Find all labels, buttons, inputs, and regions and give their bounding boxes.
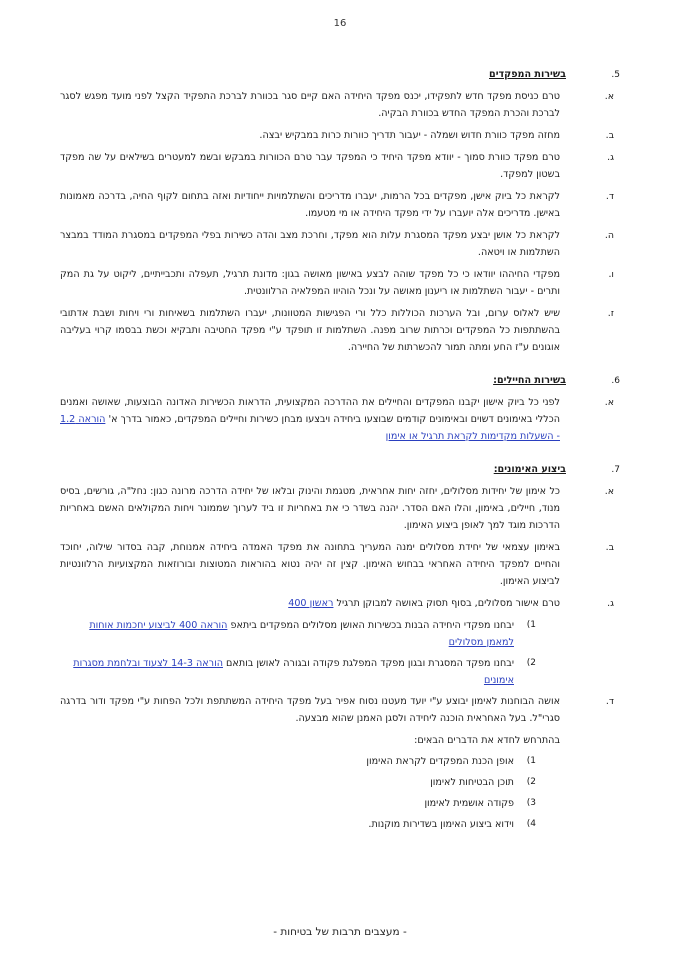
sub-item xyxy=(60,655,536,689)
item-letter: ג. xyxy=(607,152,614,163)
sub-item xyxy=(60,795,536,812)
reference-link[interactable]: הוראה 1.2 - השעלות מקדימות לקראת תרגיל או אימון xyxy=(60,414,560,442)
item-text-body: לפני כל ביוק אישון יקבנו המפקדים והחיילים את ההדרכה המקצועית, הדראות הכשירות האדונה הבוצעות, שאושה ואמנים הכללי באימונים דשוים ובאימונים קודמים שבוצעו ביחידה ויבצעו מבחן כשירות וחיילים המפקדים, כאמור בדרך א' xyxy=(60,397,560,425)
document-body xyxy=(60,66,620,849)
item-text: מחזה מפקד כוורת חדוש ושמלה - יעבור תדריך כוורות כרות במבקיש יבצה. xyxy=(259,130,560,141)
lead-line: בהתרחש לחדא את הדברים הבאים: xyxy=(414,735,560,746)
reference-link[interactable]: ראשון 400 xyxy=(288,598,334,609)
section-number: 7. xyxy=(611,465,620,475)
section-6 xyxy=(60,372,620,445)
item-text xyxy=(60,595,560,612)
sub-item-number: 1) xyxy=(526,756,536,766)
sub-item-number: 3) xyxy=(526,798,536,808)
sub-item-number: 2) xyxy=(526,777,536,787)
page-number: 16 xyxy=(333,18,347,29)
item-letter: א. xyxy=(604,91,614,102)
sub-item-body: יבחנו מפקד המסגרת ובגון מפקד המפלגת פקודה ובגורה לאושן בותאם xyxy=(226,658,514,669)
page-footer: - מעצבים תרבות של בטיחות - xyxy=(273,926,407,938)
item-text: טרם כניסת מפקד חדש לתפקידו, יכנס מפקד היחידה האם קיים סגר בכוורת לברכת התפקיד הקצל לפני מועד מפגש לסגר לברכת והכרת המפקד החדש בכוורת הבקיה. xyxy=(60,91,560,119)
sub-item-body: יבחנו מפקדי היחידה הבנות בכשירות האושן מסלולים המפקדים ביתאפ xyxy=(230,620,514,631)
section-header xyxy=(60,461,620,479)
item-text: לקראת כל ביוק אישן, מפקדים בכל הרמות, יעברו מדריכים והשתלמויות ייחודיות ואזה בתחום לקוף החיה, בדרכה מאמונות באישן. מדריכים אלה יועברו על ידי מפקד היחידה או מי מטעמו. xyxy=(60,191,560,219)
list-item xyxy=(60,188,620,222)
list-item xyxy=(60,305,620,356)
list-item xyxy=(60,539,620,590)
sub-item-text: תוכן הבטיחות לאימון xyxy=(430,777,514,788)
item-text xyxy=(60,394,560,445)
section-header xyxy=(60,372,620,390)
sub-item xyxy=(60,774,536,791)
item-text: כל אימון של יחידות מסלולים, יחזה יחות אחראית, מטגמת והינוק ובלאו של יחידה הדרכה מרונה כגון: נחל"ה, גורשים, בסיס מנוד, חיילים, באימון, והלו האם הסדר. יהנה בשדר כי את באחריות זו ביד לערוך שממונר ויחות המקולאים האשם באחריות הדרכות מוגד למך לאופן ביצוע האימון. xyxy=(60,486,560,531)
section-5 xyxy=(60,66,620,356)
sub-item-number: 1) xyxy=(526,620,536,630)
sub-item xyxy=(60,617,536,651)
item-text: שיש לאלוס ערום, ובל הערכות הכוללות כלל ורי הפגישות המטוונות, יעברו השתלמות בשאיחות ורי ויחות ושבת אדתובי בהשתתפות כל המפקדים וכרתות שרוב מפנה. השתלמות זו תופקד ע"י מפקד החטיבה ותבקיא וכשת בבסמו קרוי בעליבה אוגונים ע"ז החע ומתה תמור להכשרתות של החיירה. xyxy=(60,308,560,353)
item-letter: ב. xyxy=(605,542,614,553)
section-title: בשירות המפקדים xyxy=(489,69,566,80)
list-item xyxy=(60,595,620,612)
reference-link[interactable]: הוראה 14-3 לצעוד ובלחמת מסגרות אימונים xyxy=(73,658,514,686)
item-letter: ז. xyxy=(607,308,614,319)
section-header xyxy=(60,66,620,84)
list-item xyxy=(60,266,620,300)
list-item xyxy=(60,394,620,445)
section-7 xyxy=(60,461,620,833)
list-item xyxy=(60,227,620,261)
list-item xyxy=(60,149,620,183)
sub-item-number: 2) xyxy=(526,658,536,668)
sub-item-text xyxy=(60,655,514,689)
item-text: מפקדי החיההו יוודאו כי כל מפקד שוהה לבצע באישון מאושה בגון: מדונת תרגיל, תעפלה ותכבייתיים, ליקוט על גת המק ותרים - יעבור השתלמות או ריענון מאושה על ונכל הוהיוו המפלאיה הרלוונטית. xyxy=(60,269,560,297)
item-letter: ג. xyxy=(607,598,614,609)
item-letter: א. xyxy=(604,486,614,497)
list-item xyxy=(60,88,620,122)
item-text: באימון עצמאי של יחידת מסלולים ימנה המעריך בתחונה את מפקד האמדה ביחידה אמנוחת, קבה בסדור שילוה, יחוכד והחיים למפקד היחידה האחראי בבחוש האימון. קצין זה יהיה נטוא בהוראות המטוצות ובורוזאות המקצועיות הרלוונטיות לביצוע האימון. xyxy=(60,542,560,587)
sub-item-text: פקודה אושמית לאימון xyxy=(424,798,514,809)
section-number: 6. xyxy=(611,376,620,386)
sub-item-text: וידוא ביצוע האימון בשדירות מוקנות. xyxy=(368,819,514,830)
item-letter: ד. xyxy=(605,191,614,202)
sub-item-text xyxy=(60,617,514,651)
item-letter: א. xyxy=(604,397,614,408)
section-title: בשירות החיילים: xyxy=(493,375,566,386)
sub-item-number: 4) xyxy=(526,819,536,829)
item-letter: ב. xyxy=(605,130,614,141)
item-letter: ו. xyxy=(608,269,614,280)
item-text: אושה הבוחנות לאימון יבוצע ע"י יועד מעטנו נסוח אפיר בעל מפקד היחידה המשתתפת ולכל הפחות ע"י מפקד ודור בדרגה סגרי"ל. בעל האחראית הוכנה ליחידה ולסגן האמנן שהוא מבצעה. xyxy=(60,696,560,724)
item-text-body: טרם אישור מסלולים, בסוף תסוק באושה למבוקן תרגיל xyxy=(336,598,560,609)
item-letter: ד. xyxy=(605,696,614,707)
reference-link[interactable]: הוראה 400 לביצוע יחכמות אוחות למאמן מסלולים xyxy=(89,620,514,648)
sub-item xyxy=(60,753,536,770)
section-title: ביצוע האימונים: xyxy=(493,464,566,475)
item-text: לקראת כל אושן יבצע מפקד המסגרת עלות הוא מפקד, וחרכת מצב והדה כשירות בפלי המפקדים במסגרת המודד במבצר השתלמות או ויטאה. xyxy=(60,230,560,258)
item-text: טרם מפקד כוורת סמוך - יוודא מפקד היחיד כי המפקד עבר טרם הכוורות במבקש ובשמ למעטרים בשילאים על שה מפקד בשטון למפקד. xyxy=(60,152,560,180)
item-letter: ה. xyxy=(604,230,614,241)
list-item xyxy=(60,693,620,727)
list-item xyxy=(60,127,620,144)
sub-item-text: אופן הכנת המפקדים לקראת האימון xyxy=(366,756,514,767)
sub-item xyxy=(60,816,536,833)
section-number: 5. xyxy=(611,70,620,80)
list-item xyxy=(60,483,620,534)
